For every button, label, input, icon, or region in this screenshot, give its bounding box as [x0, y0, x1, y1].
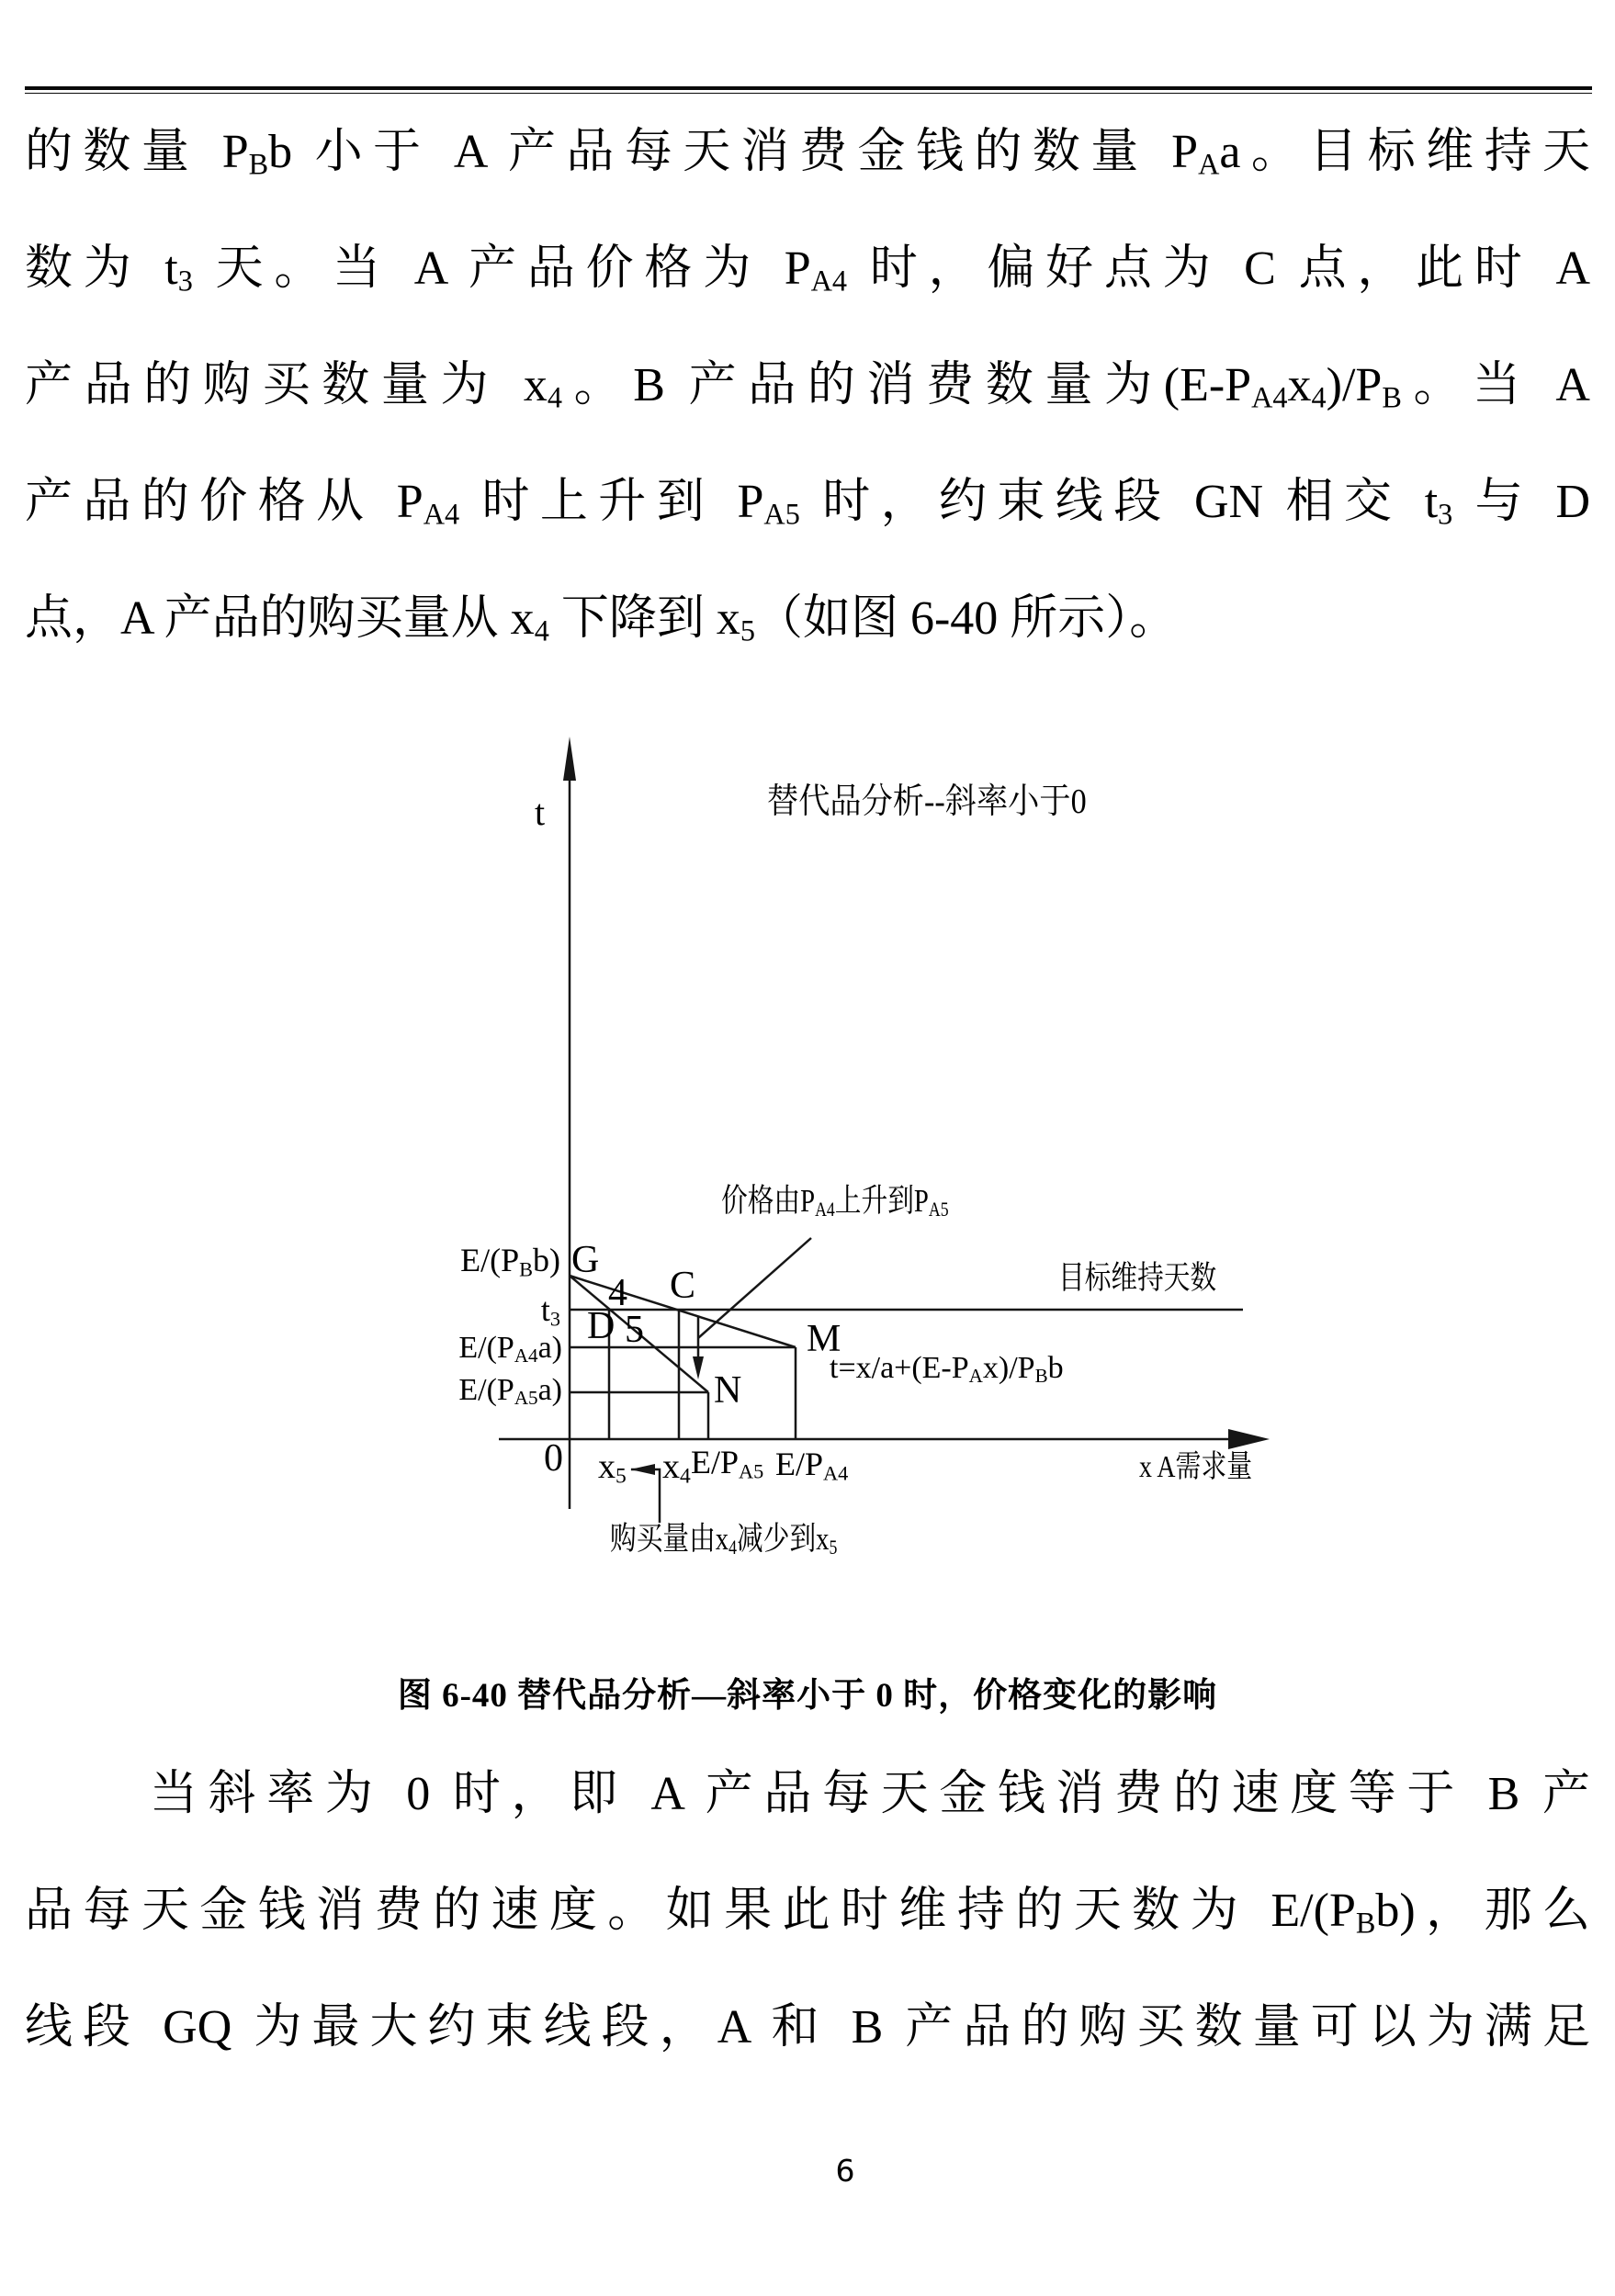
point-label-g: G [571, 1239, 600, 1281]
body-line: 当斜率为 0 时，即 A 产品每天金钱消费的速度等于 B 产 [150, 1768, 1590, 1820]
price-arrowhead-icon [693, 1356, 704, 1379]
body-line: 产品的价格从 $P_{A4}$ 时上升到 $P_{A5}$ 时，约束线段 GN 相交 $t_3$ 与 D [25, 476, 1591, 531]
annotation-leader-line [698, 1238, 811, 1338]
segment-label-5: 5 [625, 1309, 644, 1351]
x-tick-label-e-pa4: $E/P_{A4}$ [775, 1446, 849, 1485]
segment-label-4: 4 [608, 1272, 627, 1314]
quantity-arrowhead-icon [630, 1464, 655, 1475]
figure-title: 替代品分析--斜率小于0 [767, 782, 1087, 821]
point-label-n: N [714, 1369, 742, 1412]
x-axis-label: x A需求量 [1139, 1450, 1253, 1484]
page-number: 6 [835, 2153, 855, 2189]
y-tick-label-t3: $t_3$ [540, 1291, 560, 1331]
y-axis-label: t [535, 792, 546, 833]
x-tick-label-x5: $x_5$ [598, 1447, 627, 1489]
target-days-label: 目标维持天数 [1058, 1260, 1217, 1296]
figure-caption: 图 6-40 替代品分析—斜率小于 0 时，价格变化的影响 [397, 1677, 1218, 1715]
body-line: 产品的购买数量为 $x_4$。B 产品的消费数量为$(E-P_{A4}x_4)/P_B$。当 A [25, 359, 1590, 414]
y-tick-label-e-pbb: $E/(P_Bb)$ [460, 1242, 560, 1281]
x-axis-arrowhead-icon [1228, 1429, 1270, 1449]
body-line: 点，A 产品的购买量从 $x_4$ 下降到 $x_5$（如图 6-40 所示）。 [25, 592, 1178, 647]
body-line: 的数量 $P_Bb$ 小于 A 产品每天消费金钱的数量 $P_Aa$。目标维持天 [25, 126, 1590, 181]
body-line: 数为 $t_3$ 天。当 A 产品价格为 $P_{A4}$ 时，偏好点为 C 点，此时 A [25, 242, 1590, 298]
origin-label: 0 [544, 1437, 563, 1480]
y-tick-label-e-pa4a: $E/(P_{A4}a)$ [458, 1331, 562, 1367]
quantity-annotation: 购买量由$x_4$减少到$x_5$ [610, 1521, 838, 1559]
y-axis-arrowhead-icon [563, 737, 576, 781]
y-tick-label-e-pa5a: $E/(P_{A5}a)$ [458, 1373, 562, 1410]
body-line: 线段 GQ 为最大约束线段，A 和 B 产品的购买数量可以为满足 [25, 2001, 1590, 2054]
point-label-c: C [670, 1265, 696, 1307]
quantity-pointer-line [631, 1469, 660, 1523]
constraint-equation: $t=x/a+(E-P_Ax)/P_Bb$ [830, 1351, 1064, 1388]
point-label-m: M [807, 1318, 841, 1360]
body-line: 品每天金钱消费的速度。如果此时维持的天数为 $E/(P_Bb)$，那么 [25, 1885, 1590, 1940]
x-tick-label-e-pa5: $E/P_{A5}$ [691, 1444, 764, 1483]
point-label-d: D [587, 1305, 616, 1347]
x-tick-label-x4: $x_4$ [662, 1447, 691, 1489]
price-annotation: 价格由$P_{A4}$上升到$P_{A5}$ [721, 1183, 949, 1221]
